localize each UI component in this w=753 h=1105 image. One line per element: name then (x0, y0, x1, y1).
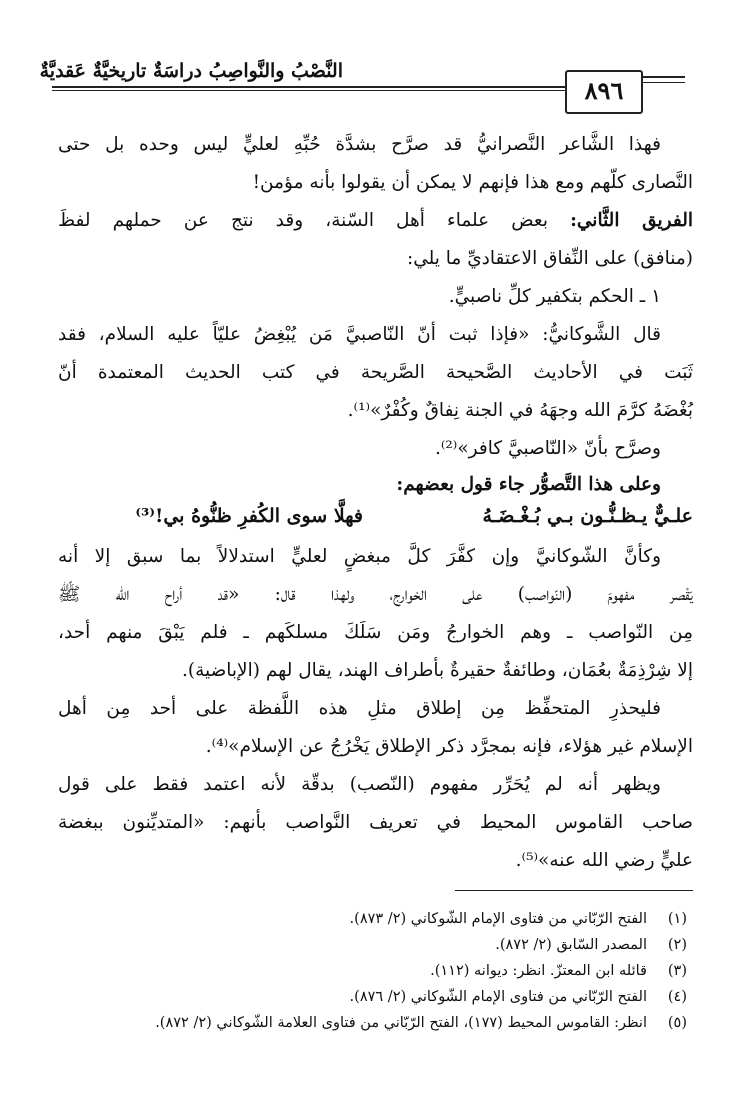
footnote-text: الفتح الرّبّاني من فتاوى الإمام الشّوكاني (٢/ ٨٧٦). (349, 989, 647, 1005)
body-text: بعض علماء أهل السّنة، وقد نتج عن حملهم لفظَ (58, 210, 571, 231)
page-number-ornament (641, 82, 685, 83)
body-line: صاحب القاموس المحيط في تعريف النَّواصب بأنهم: «المتديِّنون ببغضة (58, 812, 693, 833)
footnote-text: المصدر السّابق (٢/ ٨٧٢). (495, 937, 647, 953)
body-line: وصرَّح بأنّ «النّاصبيَّ كافر»⁽²⁾. (434, 438, 661, 459)
header-rule (52, 86, 567, 88)
footnote (57, 959, 687, 983)
body-line: فهذا الشَّاعر النَّصرانيُّ قد صرَّح بشدَّة حُبِّهِ لعليٍّ ليس وحده بل حتى (58, 134, 661, 155)
footnote (57, 933, 687, 957)
footnote-number: (٢) (667, 937, 687, 953)
body-line: يَقْصر مفهومَ (النّواصب) على الخوارج، ولهذا قال: «قد أراح الله ﷺ (58, 584, 693, 605)
footnote (57, 985, 687, 1009)
body-line: (منافق) على النِّفاق الاعتقاديِّ ما يلي: (406, 248, 693, 269)
body-line: إلا شِرْذِمَةٌ بعُمَان، وطائفةٌ حقيرةٌ بأطراف الهند، يقال لهم (الإباضية). (181, 660, 693, 681)
body-line: بُغْضَهُ كرَّمَ الله وجهَهُ في الجنة نِفاقٌ وكُفْرٌ»⁽¹⁾. (347, 400, 693, 421)
footnote-text: قائله ابن المعتزّ. انظر: ديوانه (١١٢). (430, 963, 647, 979)
footnote (57, 907, 687, 931)
footnote-text: انظر: القاموس المحيط (١٧٧)، الفتح الرّبّاني من فتاوى العلامة الشّوكاني (٢/ ٨٧٢). (155, 1015, 647, 1031)
footnote-number: (٣) (667, 963, 687, 979)
page-number-ornament (641, 76, 685, 78)
body-line: ويظهر أنه لم يُحَرِّر مفهوم (النّصب) بدقّة لأنه اعتمد فقط على قول (58, 774, 661, 795)
page-number: ٨٩٦ (565, 70, 643, 114)
poem-hemistich-second: فهلَّا سوى الكُفرِ ظنُّوهُ بي!⁽³⁾ (135, 505, 363, 527)
body-line: وعلى هذا التَّصوُّر جاء قول بعضهم: (396, 474, 661, 495)
body-line: فليحذرِ المتحفِّظ مِن إطلاق مثلِ هذه اللَّفظة على أحد مِن أهل (58, 698, 661, 719)
footnote-number: (٥) (667, 1015, 687, 1031)
body-line: عليٍّ رضي الله عنه»⁽⁵⁾. (515, 850, 693, 871)
body-line (58, 202, 693, 240)
body-line: ثَبَت في الأحاديث الصَّحيحة الصَّريحة في كتب الحديث المعتمدة أنّ (58, 362, 693, 383)
footnote (57, 1011, 687, 1035)
running-header-title: النَّصْبُ والنَّواصِبُ دراسَةٌ تاريخيَّةٌ عَقديَّةٌ (39, 60, 343, 82)
footnote-separator (455, 890, 693, 891)
poem-hemistich-first: علـيٌّ يـظـنُّـون بـي بُـغْـضَـهُ (482, 505, 693, 527)
footnote-number: (١) (667, 911, 687, 927)
body-line: الإسلام غير هؤلاء، فإنه بمجرَّد ذكر الإطلاق يَخْرُجُ عن الإسلام»⁽⁴⁾. (205, 736, 693, 757)
section-heading: الفريق الثَّاني: (570, 210, 693, 231)
footnote-number: (٤) (667, 989, 687, 1005)
body-line: ١ ـ الحكم بتكفير كلِّ ناصبيٍّ. (448, 286, 661, 307)
footnote-text: الفتح الرّبّاني من فتاوى الإمام الشّوكاني (٢/ ٨٧٣). (349, 911, 647, 927)
body-line: قال الشَّوكانيُّ: «فإذا ثبت أنّ النّاصبيَّ مَن يُبْغِضُ عليّاً عليه السلام، فقد (58, 324, 661, 345)
body-line: مِن النّواصب ـ وهم الخوارجُ ومَن سَلَكَ مسلكَهم ـ فلم يَبْقَ منهم أحد، (58, 622, 693, 643)
body-line: وكأنَّ الشّوكانيَّ وإن كفَّرَ كلَّ مبغضٍ لعليٍّ استدلالاً بما سبق إلا أنه (58, 546, 661, 567)
header-rule-thin (52, 90, 567, 91)
body-line: النَّصارى كلّهم ومع هذا فإنهم لا يمكن أن يقولوا بأنه مؤمن! (252, 172, 693, 193)
